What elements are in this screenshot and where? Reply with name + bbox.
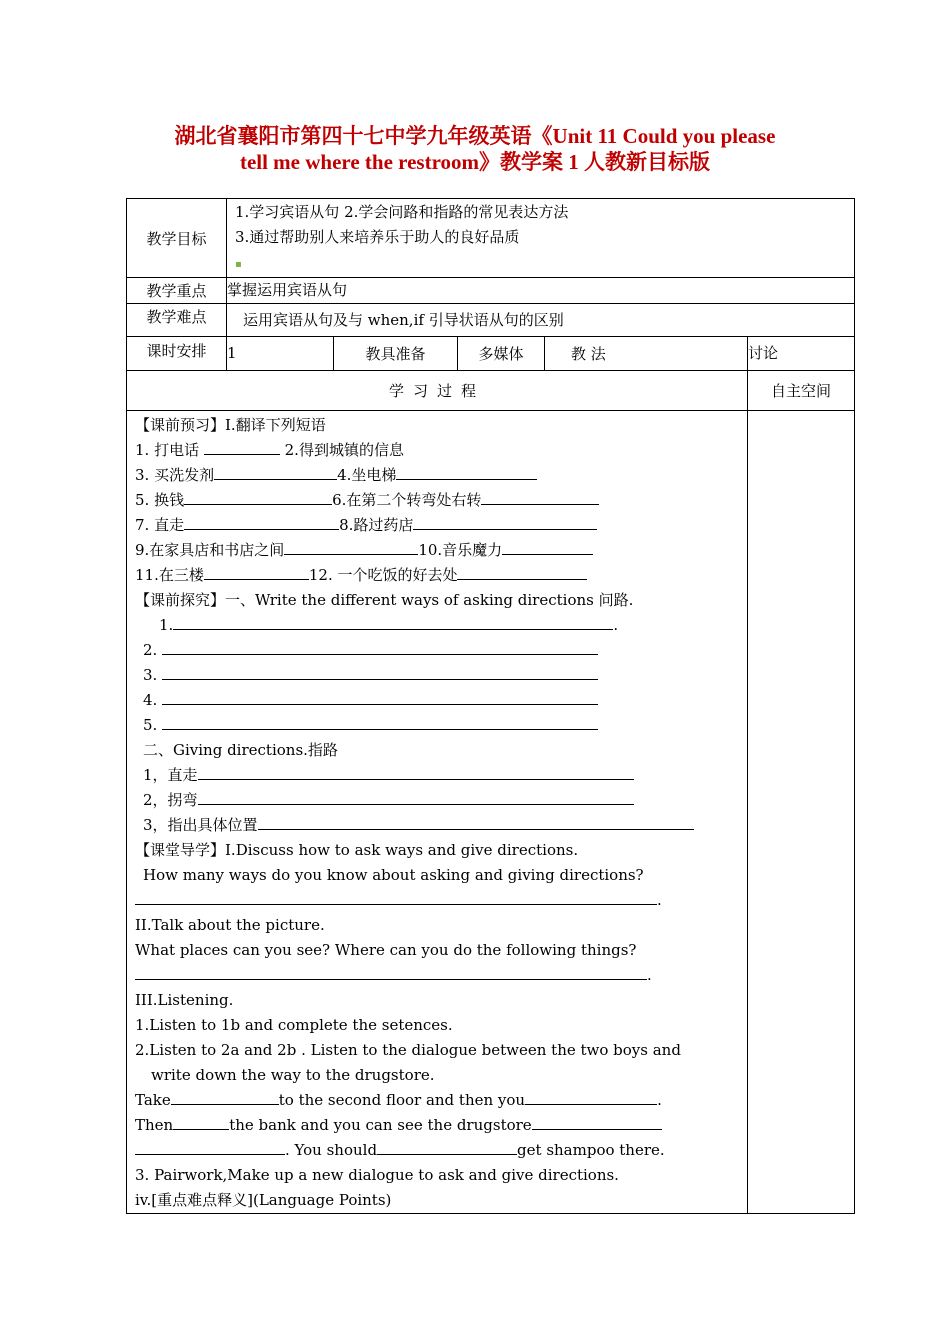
answer-blank: [204, 564, 309, 580]
media-value: 多媒体: [458, 337, 545, 371]
schedule-row: [127, 337, 855, 371]
phrase-row-6: 11.在三楼 12. 一个吃饭的好去处: [135, 563, 747, 588]
phrase-row-4: 7. 直走 8.路过药店: [135, 513, 747, 538]
take-line: Take to the second floor and then you .: [135, 1091, 662, 1109]
goal-line-2: 3.通过帮助别人来培养乐于助人的良好品质: [235, 228, 520, 246]
answer-blank: [162, 689, 598, 705]
should-line: . You should get shampoo there.: [135, 1138, 747, 1163]
phrase-row-1: 1. 打电话 2.得到城镇的信息: [135, 441, 404, 459]
goal-label: 教学目标: [127, 199, 227, 278]
explore-heading: 【课前探究】一、Write the different ways of asking directions 问路.: [135, 591, 634, 609]
ask-line-5: 5.: [135, 713, 747, 738]
focus-text: 掌握运用宾语从句: [227, 278, 855, 304]
language-points-heading: iv.[重点难点释义](Language Points): [135, 1191, 392, 1209]
ask-line-1: 1. .: [159, 616, 619, 634]
answer-blank: [502, 539, 593, 555]
answer-blank: [173, 614, 613, 630]
mark-dot: ▪: [235, 259, 242, 270]
answer-blank: [162, 639, 598, 655]
phrase-row-5: 9.在家具店和书店之间 10.音乐魔力: [135, 538, 747, 563]
goal-row: [127, 199, 855, 278]
focus-row: [127, 278, 855, 304]
answer-blank: [204, 439, 280, 455]
answer-blank: [396, 464, 537, 480]
giving-item-1: 1，直走: [135, 763, 747, 788]
listen-task-1: 1.Listen to 1b and complete the setences.: [135, 1016, 453, 1034]
document-title: [60, 123, 890, 175]
answer-blank: [135, 1139, 285, 1155]
pairwork-task: 3. Pairwork,Make up a new dialogue to ask and give directions.: [135, 1166, 619, 1184]
difficulty-row: [127, 304, 855, 337]
ask-line-4: 4.: [135, 688, 747, 713]
difficulty-text: 运用宾语从句及与 when,if 引导状语从句的区别: [227, 304, 855, 337]
then-line: Then the bank and you can see the drugstore: [135, 1113, 747, 1138]
title-line-1: 湖北省襄阳市第四十七中学九年级英语《Unit 11 Could you please: [174, 124, 776, 148]
answer-blank: [413, 514, 597, 530]
class-answer-line: .: [135, 888, 747, 913]
answer-blank: [258, 814, 694, 830]
giving-item-3: 3，指出具体位置: [135, 813, 747, 838]
answer-blank: [532, 1114, 662, 1130]
answer-blank: [162, 664, 598, 680]
giving-heading: 二、Giving directions.指路: [143, 741, 338, 759]
answer-blank: [184, 489, 332, 505]
process-body-row: [127, 411, 855, 1214]
class-question: How many ways do you know about asking and giving directions?: [143, 866, 644, 884]
goal-line-1: 1.学习宾语从句 2.学会问路和指路的常见表达方法: [235, 203, 569, 221]
listen-task-2a: 2.Listen to 2a and 2b . Listen to the dialogue between the two boys and: [135, 1041, 681, 1059]
talk-answer-line: .: [135, 963, 747, 988]
phrase-row-3: 5. 换钱 6.在第二个转弯处右转: [135, 488, 747, 513]
ask-line-3: 3.: [135, 663, 747, 688]
answer-blank: [457, 564, 587, 580]
talk-heading: II.Talk about the picture.: [135, 916, 325, 934]
process-label: 学习过程: [127, 371, 748, 411]
answer-blank: [135, 889, 657, 905]
giving-item-2: 2，拐弯: [135, 788, 747, 813]
talk-question: What places can you see? Where can you do the following things?: [135, 941, 637, 959]
method-value: 讨论: [748, 337, 855, 371]
answer-blank: [184, 514, 339, 530]
answer-blank: [481, 489, 599, 505]
ask-line-2: 2.: [135, 638, 747, 663]
process-content: [127, 411, 748, 1214]
title-line-2: tell me where the restroom》教学案 1 人教新目标版: [239, 150, 711, 174]
self-space-column: [748, 411, 855, 1214]
goal-cell: [227, 199, 855, 278]
answer-blank: [198, 789, 634, 805]
answer-blank: [525, 1089, 657, 1105]
preview-heading: 【课前预习】I.翻译下列短语: [135, 416, 326, 434]
tools-label: 教具准备: [334, 337, 458, 371]
schedule-value: 1: [227, 337, 334, 371]
method-label: 教 法: [545, 337, 748, 371]
phrase-row-2: 3. 买洗发剂 4.坐电梯: [135, 463, 747, 488]
answer-blank: [198, 764, 634, 780]
difficulty-label: 教学难点: [127, 304, 227, 337]
answer-blank: [284, 539, 418, 555]
answer-blank: [162, 714, 598, 730]
process-header-row: [127, 371, 855, 411]
class-heading: 【课堂导学】Ⅰ.Discuss how to ask ways and give directions.: [135, 841, 579, 859]
listen-task-2b: write down the way to the drugstore.: [151, 1066, 435, 1084]
focus-label: 教学重点: [127, 278, 227, 304]
answer-blank: [135, 964, 647, 980]
listening-heading: III.Listening.: [135, 991, 234, 1009]
schedule-label: 课时安排: [127, 337, 227, 371]
self-space-label: 自主空间: [748, 371, 855, 411]
answer-blank: [377, 1139, 517, 1155]
answer-blank: [171, 1089, 279, 1105]
answer-blank: [214, 464, 337, 480]
lesson-plan-table: [126, 198, 855, 1214]
answer-blank: [173, 1114, 229, 1130]
